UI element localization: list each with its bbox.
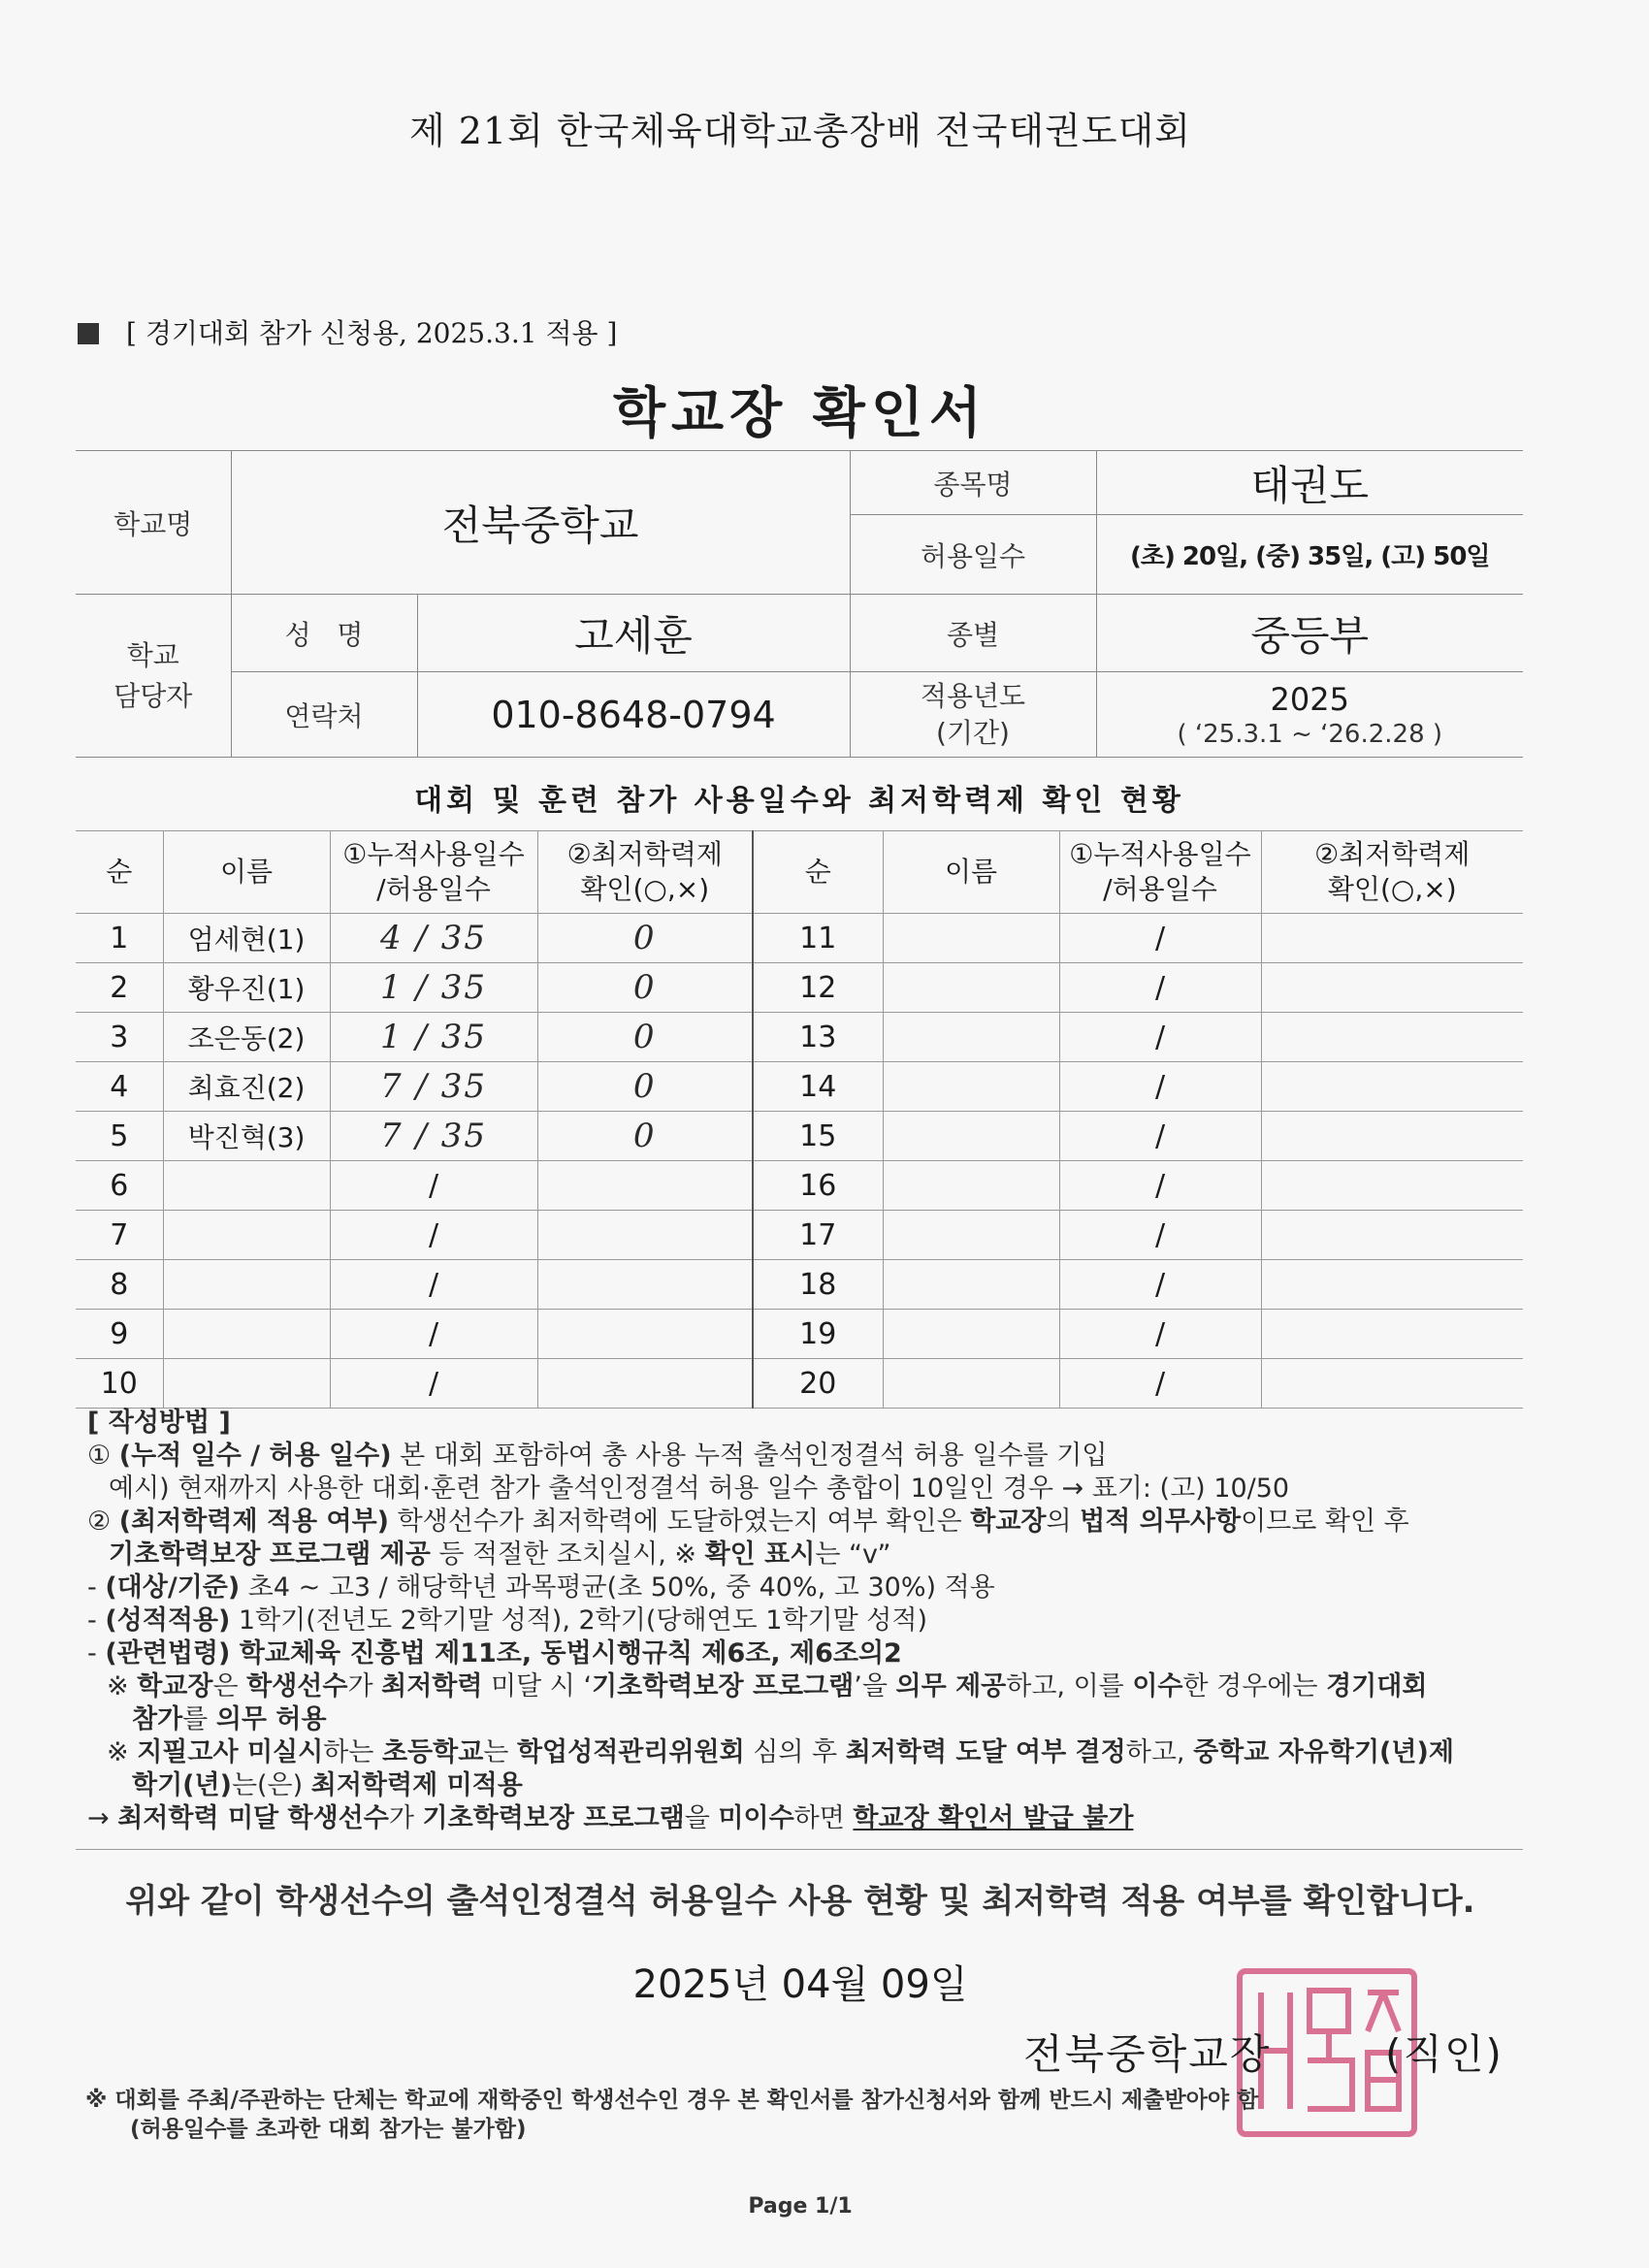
student-name bbox=[163, 1161, 330, 1211]
days-used bbox=[1059, 1013, 1261, 1062]
days-used-text: / bbox=[428, 1316, 439, 1351]
issue-date: 2025년 04월 09일 bbox=[632, 1962, 968, 2007]
footnote-line-2: (허용일수를 초과한 대회 참가는 불가함) bbox=[130, 2117, 527, 2142]
row-number-text: 6 bbox=[110, 1168, 129, 1203]
student-name-text: 조은동(2) bbox=[187, 1022, 306, 1054]
row-number-text: 17 bbox=[799, 1217, 837, 1252]
method-line-11: 학기(년)는(은) 최저학력제 미적용 bbox=[132, 1770, 523, 1800]
grade-check bbox=[537, 1161, 753, 1211]
grade-check bbox=[1261, 1310, 1523, 1359]
row-number-text: 12 bbox=[799, 970, 837, 1005]
days-used bbox=[330, 1112, 537, 1161]
days-used bbox=[330, 1359, 537, 1409]
table-row bbox=[76, 1359, 1523, 1409]
row-number bbox=[753, 1112, 883, 1161]
student-name bbox=[883, 1013, 1059, 1062]
row-number bbox=[753, 963, 883, 1013]
student-name bbox=[883, 1260, 1059, 1310]
row-number-text: 15 bbox=[799, 1118, 837, 1153]
row-number-text: 5 bbox=[110, 1118, 129, 1153]
student-name-text: 황우진(1) bbox=[187, 973, 306, 1005]
method-line-12: → 최저학력 미달 학생선수가 기초학력보장 프로그램을 미이수하면 학교장 확인서 발급 불가 bbox=[87, 1803, 1134, 1833]
table-row bbox=[76, 1161, 1523, 1211]
contact-value: 010-8648-0794 bbox=[417, 672, 850, 758]
manager-label: 학교 담당자 bbox=[76, 595, 231, 758]
row-number bbox=[753, 1310, 883, 1359]
days-used bbox=[1059, 1161, 1261, 1211]
row-number bbox=[76, 1310, 163, 1359]
days-used-text: / bbox=[1154, 970, 1166, 1005]
days-used-text: / bbox=[1154, 1069, 1166, 1104]
student-name bbox=[163, 1260, 330, 1310]
row-number bbox=[753, 914, 883, 963]
days-used bbox=[330, 963, 537, 1013]
name-value: 고세훈 bbox=[417, 595, 850, 672]
table-row bbox=[76, 1112, 1523, 1161]
method-line-4: 기초학력보장 프로그램 제공 등 적절한 조치실시, ※ 확인 표시는 “v” bbox=[109, 1539, 891, 1570]
student-name bbox=[163, 1112, 330, 1161]
table-row bbox=[76, 963, 1523, 1013]
year-cell bbox=[1096, 672, 1523, 758]
student-name bbox=[163, 914, 330, 963]
roster-header-row bbox=[76, 831, 1523, 914]
grade-check-text: 0 bbox=[632, 1067, 657, 1106]
row-number bbox=[76, 963, 163, 1013]
row-number bbox=[76, 1359, 163, 1409]
info-table bbox=[76, 450, 1523, 758]
grade-check bbox=[1261, 1112, 1523, 1161]
days-used bbox=[1059, 914, 1261, 963]
row-number-text: 8 bbox=[110, 1267, 129, 1302]
grade-check bbox=[1261, 1359, 1523, 1409]
row-number-text: 20 bbox=[799, 1366, 837, 1401]
square-bullet-icon bbox=[78, 323, 99, 344]
days-used-text: / bbox=[1154, 1316, 1166, 1351]
days-used bbox=[330, 1211, 537, 1260]
student-name bbox=[883, 1211, 1059, 1260]
row-number bbox=[76, 1062, 163, 1112]
grade-check bbox=[1261, 1161, 1523, 1211]
days-used-text: / bbox=[428, 1217, 439, 1252]
grade-check bbox=[537, 1359, 753, 1409]
contact-label: 연락처 bbox=[231, 672, 417, 758]
row-number-text: 4 bbox=[110, 1069, 129, 1104]
method-line-8: ※ 학교장은 학생선수가 최저학력 미달 시 ‘기초학력보장 프로그램’을 의무 제공하고, 이를 이수한 경우에는 경기대회 bbox=[107, 1671, 1428, 1701]
days-used-text: / bbox=[1154, 1020, 1166, 1054]
method-line-3: ② (최저학력제 적용 여부) 학생선수가 최저학력에 도달하였는지 여부 확인은 학교장의 법적 의무사항이므로 확인 후 bbox=[87, 1507, 1409, 1537]
student-name bbox=[163, 1013, 330, 1062]
days-used-text: 7 / 35 bbox=[380, 1067, 487, 1106]
student-name bbox=[883, 963, 1059, 1013]
row-number bbox=[753, 1260, 883, 1310]
row-number-text: 3 bbox=[110, 1020, 129, 1054]
table-row bbox=[76, 1062, 1523, 1112]
row-number bbox=[753, 1062, 883, 1112]
student-name bbox=[883, 1359, 1059, 1409]
student-name-text: 엄세현(1) bbox=[187, 923, 306, 956]
grade-check bbox=[537, 1062, 753, 1112]
allowed-days-value: (초) 20일, (중) 35일, (고) 50일 bbox=[1096, 515, 1523, 595]
year-value: 2025 bbox=[1270, 680, 1349, 718]
row-number-text: 18 bbox=[799, 1267, 837, 1302]
days-used bbox=[330, 914, 537, 963]
grade-check-text: 0 bbox=[632, 919, 657, 957]
school-value: 전북중학교 bbox=[231, 451, 850, 595]
days-used-text: 1 / 35 bbox=[380, 968, 487, 1007]
form-subhead-text: [ 경기대회 참가 신청용, 2025.3.1 적용 ] bbox=[126, 317, 618, 349]
grade-check bbox=[537, 1112, 753, 1161]
student-name bbox=[163, 1211, 330, 1260]
method-line-2: 예시) 현재까지 사용한 대회·훈련 참가 출석인정결석 허용 일수 총합이 10일인 경우 → 표기: (고) 10/50 bbox=[109, 1474, 1290, 1504]
days-used-text: 4 / 35 bbox=[380, 919, 487, 957]
days-used-text: / bbox=[428, 1168, 439, 1203]
grade-check bbox=[537, 1013, 753, 1062]
days-used bbox=[1059, 1062, 1261, 1112]
row-number bbox=[76, 1112, 163, 1161]
official-stamp-tag: (직인) bbox=[1385, 2030, 1504, 2078]
section-title: 대회 및 훈련 참가 사용일수와 최저학력제 확인 현황 bbox=[414, 784, 1184, 818]
row-number-text: 19 bbox=[799, 1316, 837, 1351]
method-line-7: - (관련법령) 학교체육 진흥법 제11조, 동법시행규칙 제6조, 제6조의2 bbox=[87, 1638, 902, 1669]
days-used-text: / bbox=[428, 1366, 439, 1401]
student-name bbox=[883, 1062, 1059, 1112]
student-name-text: 박진혁(3) bbox=[187, 1121, 306, 1153]
header-days-right: ①누적사용일수 /허용일수 bbox=[1059, 831, 1261, 914]
row-number bbox=[76, 914, 163, 963]
row-number-text: 7 bbox=[110, 1217, 129, 1252]
student-name bbox=[163, 1062, 330, 1112]
method-title: [ 작성방법 ] bbox=[87, 1408, 231, 1438]
days-used bbox=[330, 1013, 537, 1062]
table-row bbox=[76, 1013, 1523, 1062]
row-number bbox=[753, 1359, 883, 1409]
row-number bbox=[753, 1161, 883, 1211]
days-used bbox=[1059, 963, 1261, 1013]
row-number-text: 11 bbox=[799, 921, 837, 956]
grade-check bbox=[537, 963, 753, 1013]
footnote-line-1: ※ 대회를 주최/주관하는 단체는 학교에 재학중인 학생선수인 경우 본 확인서를 참가신청서와 함께 반드시 제출받아야 함 bbox=[85, 2088, 1259, 2113]
days-used bbox=[1059, 1260, 1261, 1310]
days-used-text: 7 / 35 bbox=[380, 1117, 487, 1155]
days-used-text: / bbox=[1154, 1168, 1166, 1203]
header-check-right: ②최저학력제 확인(○,×) bbox=[1261, 831, 1523, 914]
roster-table bbox=[76, 830, 1523, 1409]
writing-method bbox=[87, 1407, 1542, 1835]
student-name bbox=[163, 1359, 330, 1409]
days-used-text: / bbox=[1154, 1217, 1166, 1252]
divider-line bbox=[76, 1849, 1523, 1850]
year-range: ( ‘25.3.1 ~ ‘26.2.28 ) bbox=[1177, 719, 1443, 749]
competition-title: 제 21회 한국체육대학교총장배 전국태권도대회 bbox=[408, 110, 1192, 152]
year-label: 적용년도 (기간) bbox=[850, 672, 1096, 758]
student-name bbox=[883, 1112, 1059, 1161]
row-number-text: 2 bbox=[110, 970, 129, 1005]
allowed-days-label: 허용일수 bbox=[850, 515, 1096, 595]
days-used-text: / bbox=[1154, 1267, 1166, 1302]
row-number-text: 1 bbox=[110, 921, 129, 956]
row-number bbox=[753, 1211, 883, 1260]
row-number bbox=[76, 1211, 163, 1260]
row-number-text: 10 bbox=[100, 1366, 138, 1401]
grade-check-text: 0 bbox=[632, 968, 657, 1007]
row-number-text: 14 bbox=[799, 1069, 837, 1104]
grade-check bbox=[1261, 1260, 1523, 1310]
grade-check bbox=[1261, 914, 1523, 963]
student-name bbox=[883, 1161, 1059, 1211]
row-number bbox=[76, 1013, 163, 1062]
principal-name: 전북중학교장 bbox=[1023, 2030, 1272, 2078]
event-label: 종목명 bbox=[850, 451, 1096, 515]
confirmation-statement: 위와 같이 학생선수의 출석인정결석 허용일수 사용 현황 및 최저학력 적용 여부를 확인합니다. bbox=[125, 1882, 1475, 1921]
days-used-text: / bbox=[1154, 1118, 1166, 1153]
header-check: ②최저학력제 확인(○,×) bbox=[537, 831, 753, 914]
days-used-text: / bbox=[1154, 1366, 1166, 1401]
days-used bbox=[1059, 1211, 1261, 1260]
days-used bbox=[330, 1062, 537, 1112]
student-name bbox=[163, 1310, 330, 1359]
days-used-text: / bbox=[1154, 921, 1166, 956]
row-number bbox=[753, 1013, 883, 1062]
page-number: Page 1/1 bbox=[748, 2194, 853, 2219]
grade-check bbox=[537, 1211, 753, 1260]
name-label: 성 명 bbox=[231, 595, 417, 672]
division-value: 중등부 bbox=[1096, 595, 1523, 672]
days-used bbox=[330, 1260, 537, 1310]
student-name bbox=[163, 963, 330, 1013]
table-row bbox=[76, 1211, 1523, 1260]
header-name: 이름 bbox=[163, 831, 330, 914]
table-row bbox=[76, 1260, 1523, 1310]
header-no-right: 순 bbox=[753, 831, 883, 914]
student-name-text: 최효진(2) bbox=[187, 1072, 306, 1104]
footnote bbox=[85, 2086, 1540, 2144]
grade-check bbox=[1261, 1062, 1523, 1112]
row-number bbox=[76, 1260, 163, 1310]
method-line-1: ① (누적 일수 / 허용 일수) 본 대회 포함하여 총 사용 누적 출석인정결석 허용 일수를 기입 bbox=[87, 1441, 1108, 1471]
method-line-5: - (대상/기준) 초4 ~ 고3 / 해당학년 과목평균(초 50%, 중 40%, 고 30%) 적용 bbox=[87, 1572, 995, 1603]
days-used bbox=[1059, 1310, 1261, 1359]
form-subhead bbox=[78, 312, 617, 351]
grade-check-text: 0 bbox=[632, 1018, 657, 1056]
event-value: 태권도 bbox=[1096, 451, 1523, 515]
method-line-10: ※ 지필고사 미실시하는 초등학교는 학업성적관리위원회 심의 후 최저학력 도달 여부 결정하고, 중학교 자유학기(년)제 bbox=[107, 1737, 1454, 1767]
header-days: ①누적사용일수 /허용일수 bbox=[330, 831, 537, 914]
days-used-text: 1 / 35 bbox=[380, 1018, 487, 1056]
grade-check bbox=[537, 1260, 753, 1310]
header-no: 순 bbox=[76, 831, 163, 914]
row-number-text: 9 bbox=[110, 1316, 129, 1351]
row-number-text: 16 bbox=[799, 1168, 837, 1203]
row-number-text: 13 bbox=[799, 1020, 837, 1054]
grade-check bbox=[1261, 1211, 1523, 1260]
division-label: 종별 bbox=[850, 595, 1096, 672]
school-label: 학교명 bbox=[76, 451, 231, 595]
days-used bbox=[1059, 1359, 1261, 1409]
row-number bbox=[76, 1161, 163, 1211]
grade-check bbox=[537, 914, 753, 963]
days-used bbox=[330, 1161, 537, 1211]
grade-check bbox=[1261, 1013, 1523, 1062]
table-row bbox=[76, 914, 1523, 963]
method-line-6: - (성적적용) 1학기(전년도 2학기말 성적), 2학기(당해연도 1학기말 성적) bbox=[87, 1605, 927, 1636]
table-row bbox=[76, 1310, 1523, 1359]
document-title: 학교장 확인서 bbox=[612, 382, 988, 445]
grade-check bbox=[537, 1310, 753, 1359]
days-used bbox=[330, 1310, 537, 1359]
days-used-text: / bbox=[428, 1267, 439, 1302]
grade-check-text: 0 bbox=[632, 1117, 657, 1155]
grade-check bbox=[1261, 963, 1523, 1013]
method-line-9: 참가를 의무 허용 bbox=[132, 1704, 327, 1734]
student-name bbox=[883, 914, 1059, 963]
days-used bbox=[1059, 1112, 1261, 1161]
header-name-right: 이름 bbox=[883, 831, 1059, 914]
student-name bbox=[883, 1310, 1059, 1359]
